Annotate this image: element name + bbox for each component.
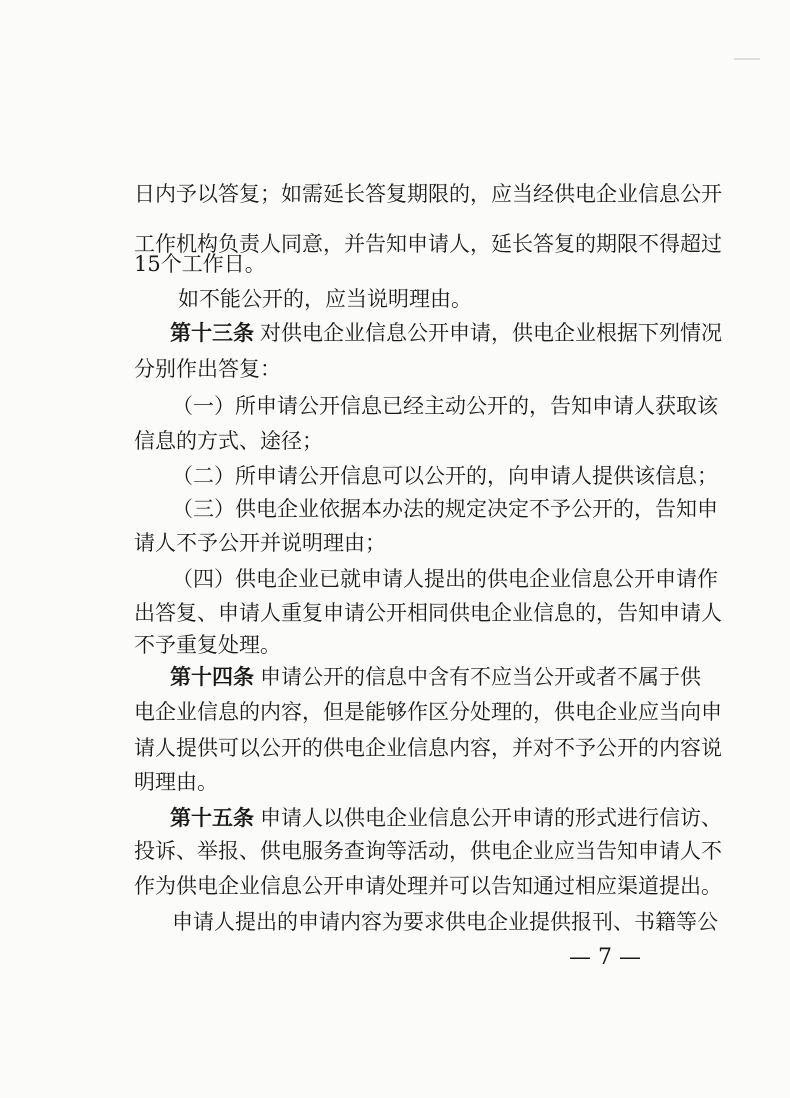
article-text: 申请公开的信息中含有不应当公开或者不属于供 bbox=[260, 665, 701, 689]
text-line: 明理由。 bbox=[134, 770, 218, 794]
text-line: 信息的方式、途径； bbox=[134, 429, 323, 453]
text-line: 申请人提出的申请内容为要求供电企业提供报刊、书籍等公 bbox=[172, 910, 718, 934]
text-line: 投诉、举报、供电服务查询等活动，供电企业应当告知申请人不 bbox=[134, 839, 722, 863]
text-line: 出答复、申请人重复申请公开相同供电企业信息的，告知申请人 bbox=[134, 601, 722, 625]
text-line: 如不能公开的，应当说明理由。 bbox=[178, 287, 472, 311]
text-line: 请人提供可以公开的供电企业信息内容，并对不予公开的内容说 bbox=[134, 736, 722, 760]
text-line: 分别作出答复： bbox=[134, 357, 281, 381]
article-text: 对供电企业信息公开申请，供电企业根据下列情况 bbox=[260, 321, 722, 345]
list-item: （三）供电企业依据本办法的规定决定不予公开的，告知申 bbox=[172, 497, 718, 521]
article-text: 申请人以供电企业信息公开申请的形式进行信访、 bbox=[260, 806, 722, 830]
list-item: （二）所申请公开信息可以公开的，向申请人提供该信息； bbox=[172, 464, 718, 488]
article-13-line bbox=[170, 313, 722, 353]
list-item: （四）供电企业已就申请人提出的供电企业信息公开申请作 bbox=[172, 567, 718, 591]
article-heading: 第十三条 bbox=[170, 321, 254, 345]
list-item: （一）所申请公开信息已经主动公开的，告知申请人获取该 bbox=[172, 394, 718, 418]
text-line: 工作机构负责人同意，并告知申请人，延长答复的期限不得超过 bbox=[134, 232, 722, 256]
text-line: 15个工作日。 bbox=[134, 252, 266, 276]
article-14-line bbox=[170, 657, 701, 697]
article-heading: 第十五条 bbox=[170, 806, 254, 830]
text-line: 电企业信息的内容，但是能够作区分处理的，供电企业应当向申 bbox=[134, 700, 722, 724]
text-line: 请人不予公开并说明理由； bbox=[134, 531, 386, 555]
text-line: 日内予以答复；如需延长答复期限的，应当经供电企业信息公开 bbox=[134, 182, 722, 206]
page-number: — 7 — bbox=[569, 945, 641, 970]
text-line: 不予重复处理。 bbox=[134, 633, 281, 657]
text-line: 作为供电企业信息公开申请处理并可以告知通过相应渠道提出。 bbox=[134, 874, 722, 898]
article-heading: 第十四条 bbox=[170, 665, 254, 689]
